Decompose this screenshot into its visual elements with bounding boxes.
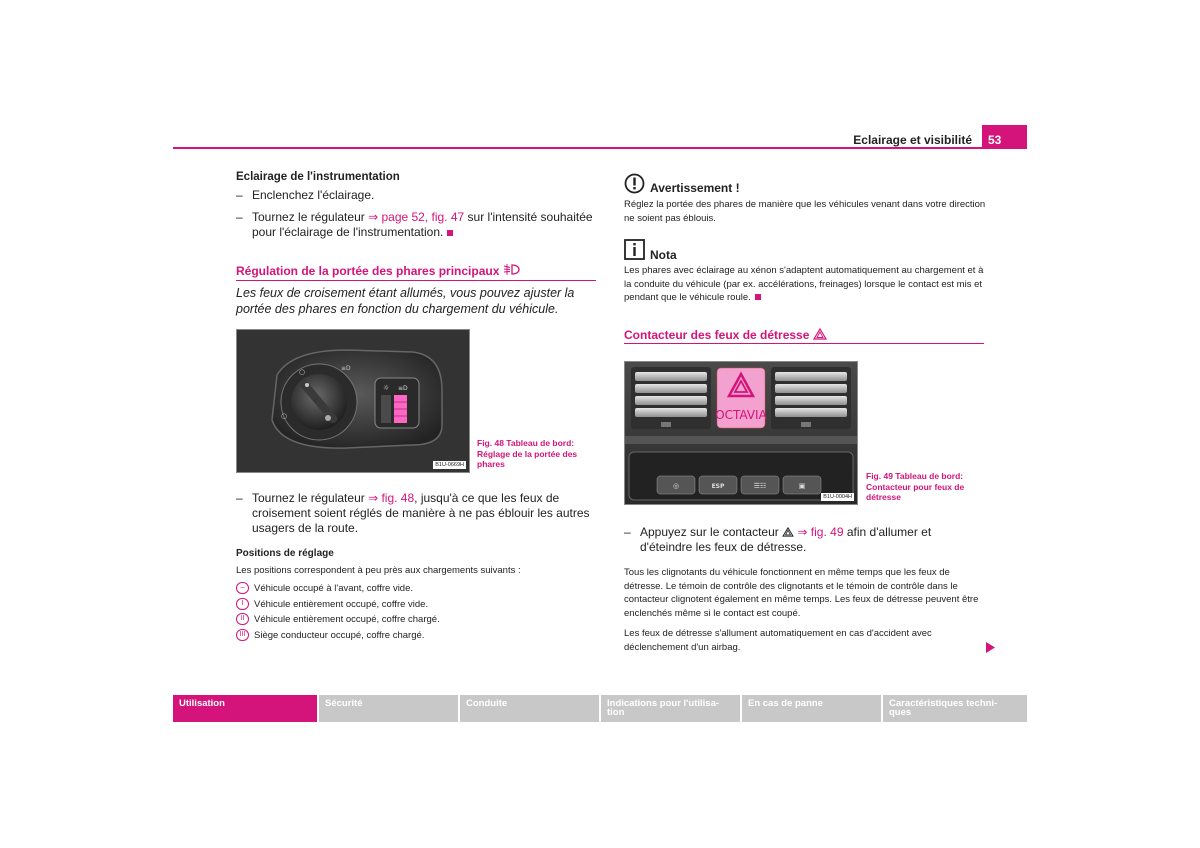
tab-en-cas-de-panne[interactable] — [742, 695, 881, 722]
tab-label: Sécurité — [325, 698, 363, 709]
list-item — [236, 598, 596, 611]
esp-button-label: ESP — [711, 483, 725, 490]
continue-arrow-icon[interactable] — [986, 640, 995, 658]
info-icon — [624, 239, 645, 265]
svg-text:≡D: ≡D — [341, 365, 351, 372]
nota-title: Nota — [650, 248, 677, 262]
list-item — [236, 582, 596, 595]
hazard-step: – Appuyez sur le contacteur ⇒ fig. 49 afin d'allumer et d'éteindre les feux de détresse. — [624, 525, 932, 554]
headlight-range-icon — [503, 264, 521, 278]
figure-48-code: B1U-0669H — [435, 462, 464, 468]
header-rule — [173, 147, 1027, 149]
svg-text:▣: ▣ — [798, 482, 806, 490]
svg-text:○: ○ — [281, 412, 288, 420]
tab-indications[interactable] — [601, 695, 740, 722]
figure-49-code: B1U-0004H — [823, 494, 852, 500]
tab-utilisation[interactable] — [173, 695, 317, 722]
reg-step-post: , jusqu'à ce que les feux de croisement soient réglés de manière à ne pas éblouir les autres usagers de la route. — [252, 491, 590, 535]
warning-icon — [624, 173, 645, 199]
warning-title: Avertissement ! — [650, 181, 740, 195]
tab-label: En cas de panne — [748, 698, 823, 709]
svg-text:≡D: ≡D — [398, 385, 408, 392]
hazard-triangle-icon — [813, 328, 827, 342]
instr-step-2-post: sur l'intensité souhaitée pour l'éclairage de l'instrumentation. — [252, 210, 593, 239]
hazard-paragraph-2: Les feux de détresse s'allument automatiquement en cas d'accident avec déclenchement d'un airbag. — [624, 628, 932, 653]
positions-list — [236, 582, 596, 642]
positions-heading: Positions de réglage — [236, 548, 334, 559]
tab-label: Caractéristiques techni- ques — [889, 698, 998, 718]
headlight-range-step: – Tournez le régulateur ⇒ fig. 48, jusqu'à ce que les feux de croisement soient réglés de manière à ne pas éblouir les autres usagers de la route. — [236, 491, 590, 535]
page-number: 53 — [982, 125, 1027, 149]
svg-text:○: ○ — [299, 368, 306, 376]
hazard-step-post: afin d'allumer et d'éteindre les feux de détresse. — [640, 525, 932, 554]
hazard-paragraph-1: Tous les clignotants du véhicule fonctionnent en même temps que les feux de détresse. Le témoin de contrôle des clignotants et le témoin de contrôle dans le contacteur clignotent également en même temps. Les feux de détresse peuvent être enclenchés même si le contact est coupé. — [624, 567, 979, 619]
figure-49-caption: Fig. 49 Tableau de bord: Contacteur pour feux de détresse — [866, 471, 965, 502]
reg-step-pre: Tournez le régulateur — [252, 491, 369, 505]
tab-label: Utilisation — [179, 698, 225, 709]
instr-step-2-pre: Tournez le régulateur — [252, 210, 369, 224]
list-item — [236, 613, 596, 626]
figure-48-caption: Fig. 48 Tableau de bord: Réglage de la portée des phares — [477, 438, 578, 469]
position-text: Véhicule entièrement occupé, coffre chargé. — [254, 614, 440, 625]
position-badge: – — [236, 582, 249, 594]
tab-label: Indications pour l'utilisa- tion — [607, 698, 720, 718]
positions-intro: Les positions correspondent à peu près aux chargements suivants : — [236, 565, 521, 576]
link-fig48[interactable]: ⇒ fig. 48 — [368, 491, 415, 505]
position-text: Véhicule entièrement occupé, coffre vide. — [254, 598, 429, 610]
headlight-range-title-text: Régulation de la portée des phares principaux — [236, 264, 500, 278]
instr-step-1-text: Enclenchez l'éclairage. — [252, 188, 375, 202]
section-rule — [236, 280, 596, 281]
tab-conduite[interactable] — [460, 695, 599, 722]
instr-step-2: – Tournez le régulateur ⇒ page 52, fig. 47 sur l'intensité souhaitée pour l'éclairage de l'instrumentation. — [236, 210, 593, 239]
hazard-inline-icon — [782, 525, 797, 539]
octavia-badge: OCTAVIA — [715, 408, 767, 422]
nota-text-body: Les phares avec éclairage au xénon s'adaptent automatiquement au chargement et à la conduite du véhicule (par ex. accélérations, freinages) lorsque le contact est mis et pendant que le véhicule roule. — [624, 265, 984, 303]
headlight-range-intro: Les feux de croisement étant allumés, vous pouvez ajuster la portée des phares en fonction du chargement du véhicule. — [236, 286, 575, 316]
hazard-title-text: Contacteur des feux de détresse — [624, 328, 810, 342]
warning-text: Réglez la portée des phares de manière que les véhicules venant dans votre direction ne soient pas éblouis. — [624, 199, 986, 224]
end-marker-icon — [755, 294, 761, 300]
headlight-range-title — [236, 263, 596, 278]
figure-49-hazard-switch — [624, 361, 858, 505]
position-text: Siège conducteur occupé, coffre chargé. — [254, 629, 425, 641]
hazard-step-pre: Appuyez sur le contacteur — [640, 525, 783, 539]
position-badge: III — [236, 629, 249, 641]
tab-securite[interactable] — [319, 695, 458, 722]
section-rule — [624, 343, 984, 344]
position-badge: II — [236, 613, 249, 625]
position-text: Véhicule occupé à l'avant, coffre vide. — [254, 583, 414, 594]
link-fig49[interactable]: ⇒ fig. 49 — [797, 525, 844, 539]
instrumentation-heading: Eclairage de l'instrumentation — [236, 171, 400, 183]
nota-text — [624, 264, 986, 305]
link-page52-fig47[interactable]: ⇒ page 52, fig. 47 — [368, 210, 465, 224]
running-header-title: Eclairage et visibilité — [853, 133, 972, 147]
svg-text:☼: ☼ — [383, 384, 390, 392]
svg-text:◎: ◎ — [672, 482, 680, 490]
hazard-title — [624, 328, 984, 342]
svg-text:☰☷: ☰☷ — [753, 482, 767, 490]
list-item — [236, 629, 596, 642]
tab-label: Conduite — [466, 698, 508, 709]
tab-caracteristiques[interactable] — [883, 695, 1027, 722]
end-marker-icon — [447, 230, 453, 236]
position-badge: I — [236, 598, 249, 610]
figure-48-headlight-switch — [236, 329, 470, 473]
